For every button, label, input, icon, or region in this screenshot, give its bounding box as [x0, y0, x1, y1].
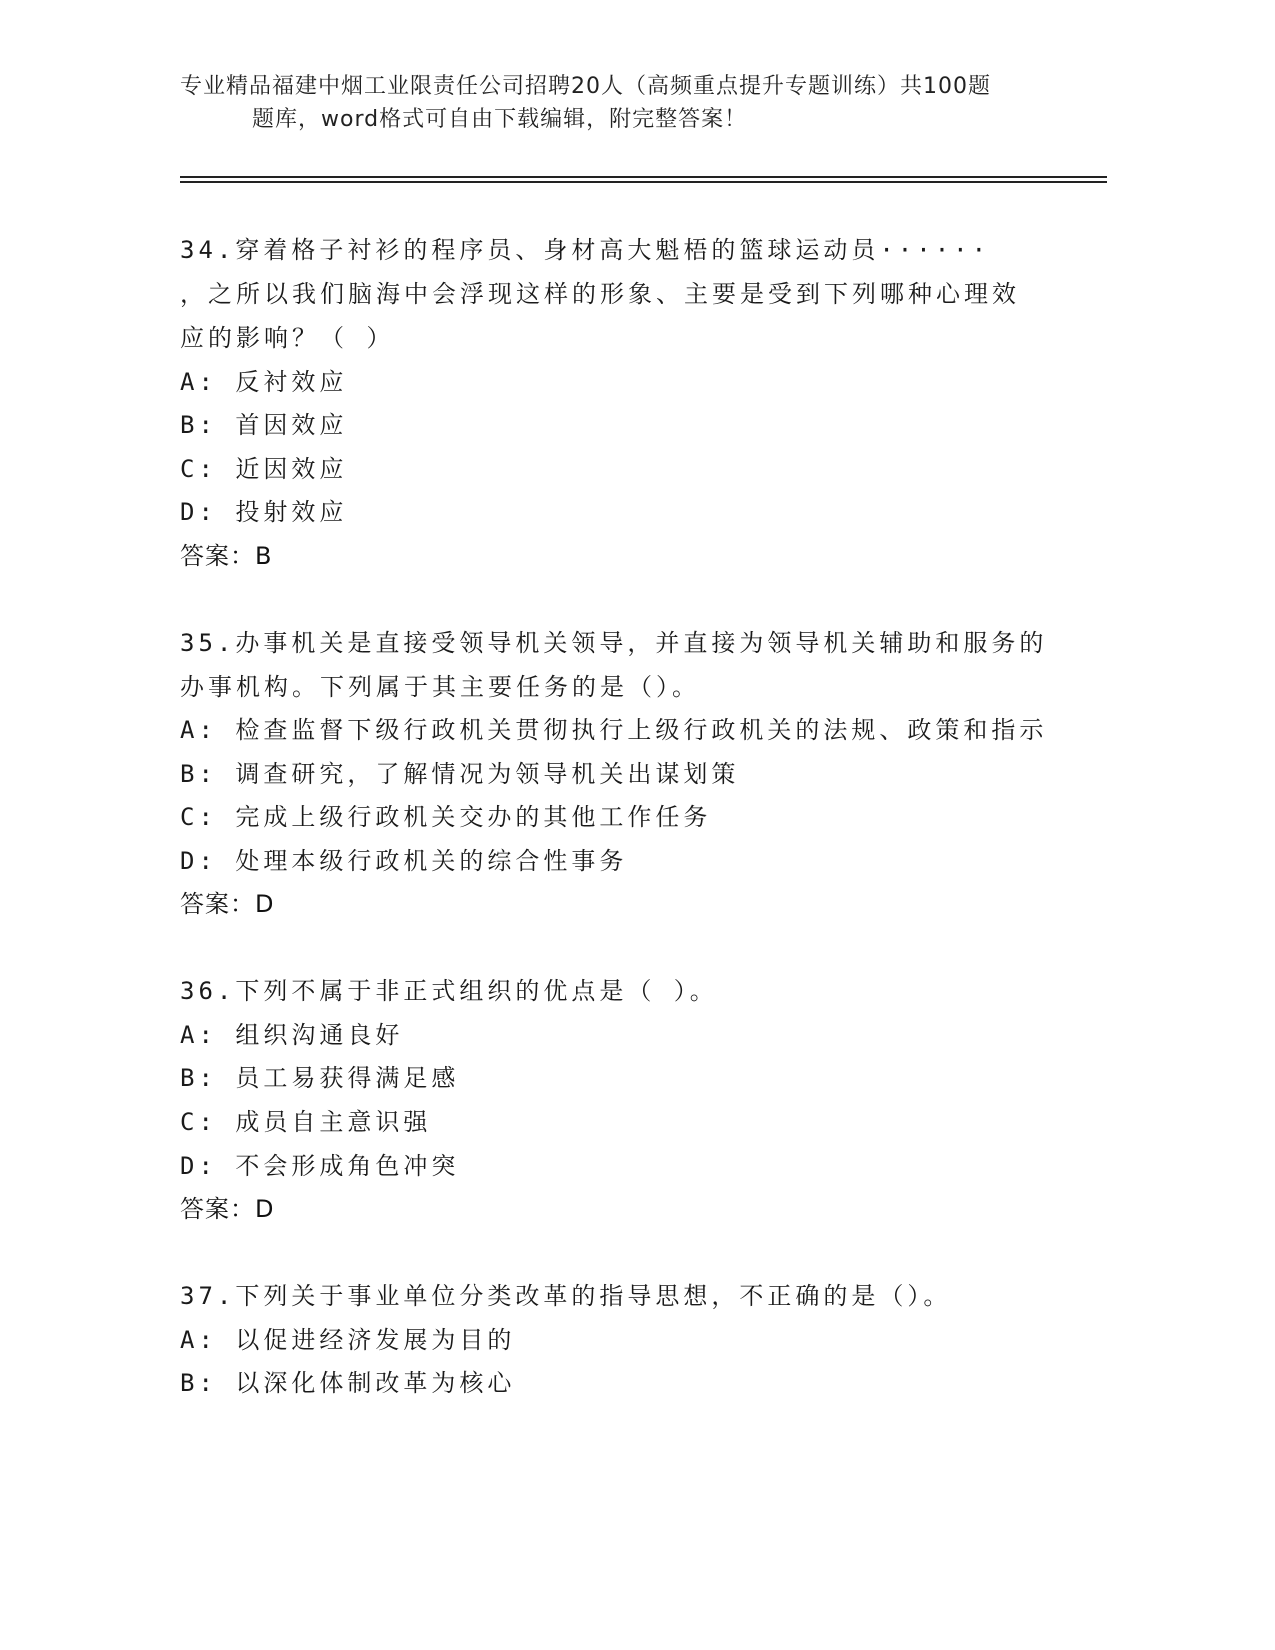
question-stem-line: 35.办事机关是直接受领导机关领导，并直接为领导机关辅助和服务的	[180, 629, 1048, 657]
option-b: B: 首因效应	[180, 411, 348, 439]
header-title-line-2: 题库，word格式可自由下载编辑，附完整答案！	[252, 107, 748, 132]
question-stem-line: 37.下列关于事业单位分类改革的指导思想，不正确的是（）。	[180, 1282, 952, 1310]
option-c: C: 完成上级行政机关交办的其他工作任务	[180, 803, 712, 831]
question-stem-line: 36.下列不属于非正式组织的优点是（ ）。	[180, 977, 718, 1005]
question-stem-line: 应的影响？（ ）	[180, 324, 395, 352]
option-c: C: 成员自主意识强	[180, 1108, 432, 1136]
option-b: B: 调查研究，了解情况为领导机关出谋划策	[180, 760, 740, 788]
answer-text: 答案：D	[180, 890, 275, 918]
document-header	[180, 70, 1080, 136]
header-divider-bottom	[180, 181, 1107, 183]
header-divider-top	[180, 176, 1107, 178]
option-a: A: 以促进经济发展为目的	[180, 1326, 516, 1354]
option-c: C: 近因效应	[180, 455, 348, 483]
option-b: B: 以深化体制改革为核心	[180, 1369, 516, 1397]
question-stem-line: 办事机构。下列属于其主要任务的是（）。	[180, 673, 700, 701]
option-d: D: 处理本级行政机关的综合性事务	[180, 847, 628, 875]
option-a: A: 检查监督下级行政机关贯彻执行上级行政机关的法规、政策和指示	[180, 716, 1048, 744]
option-d: D: 投射效应	[180, 498, 348, 526]
option-a: A: 组织沟通良好	[180, 1021, 404, 1049]
header-title-line-1: 专业精品福建中烟工业限责任公司招聘20人（高频重点提升专题训练）共100题	[180, 74, 991, 99]
option-b: B: 员工易获得满足感	[180, 1064, 460, 1092]
answer-text: 答案：B	[180, 542, 273, 570]
option-a: A: 反衬效应	[180, 368, 348, 396]
option-d: D: 不会形成角色冲突	[180, 1152, 460, 1180]
question-stem-line: ，之所以我们脑海中会浮现这样的形象、主要是受到下列哪种心理效	[180, 280, 1020, 308]
answer-text: 答案：D	[180, 1195, 275, 1223]
question-stem-line: 34.穿着格子衬衫的程序员、身材高大魁梧的篮球运动员······	[180, 236, 991, 264]
